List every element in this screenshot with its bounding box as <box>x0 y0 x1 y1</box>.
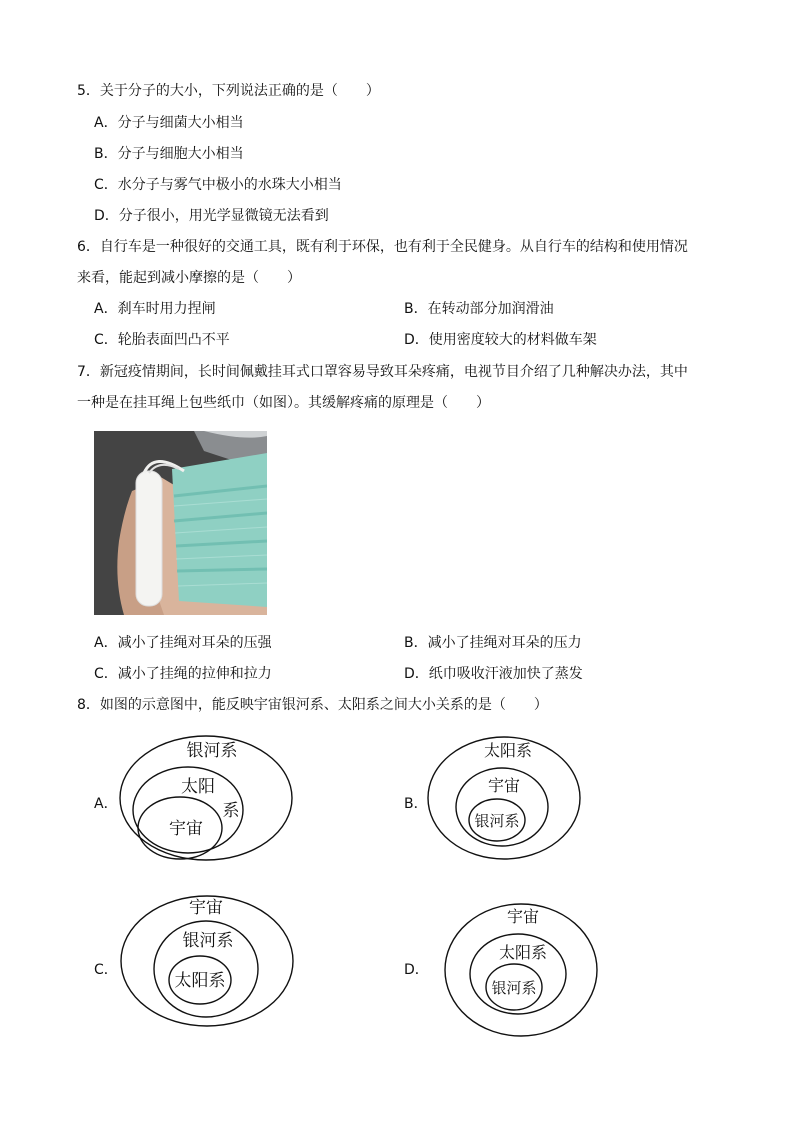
q8-option-c-label[interactable]: C． <box>94 962 118 978</box>
q6-option-d[interactable]: D．使用密度较大的材料做车架 <box>404 332 597 348</box>
q6-option-a[interactable]: A．刹车时用力捏闸 <box>94 301 216 317</box>
q8-diagram-a[interactable] <box>118 732 296 862</box>
q5-stem: 5．关于分子的大小，下列说法正确的是（ ） <box>77 83 380 99</box>
diagram-b-middle-text: 宇宙 <box>487 776 521 795</box>
diagram-d-outer-text: 宇宙 <box>506 907 540 926</box>
q8-stem: 8．如图的示意图中，能反映宇宙银河系、太阳系之间大小关系的是（ ） <box>77 697 548 713</box>
q7-option-a[interactable]: A．减小了挂绳对耳朵的压强 <box>94 635 272 651</box>
q5-option-a[interactable]: A．分子与细菌大小相当 <box>94 115 244 131</box>
diagram-a-middle-text-2: 系 <box>222 801 240 821</box>
diagram-d-middle-text: 太阳系 <box>498 943 548 962</box>
q6-option-c[interactable]: C．轮胎表面凹凸不平 <box>94 332 230 348</box>
diagram-a-outer-text: 银河系 <box>186 741 238 761</box>
q7-option-c[interactable]: C．减小了挂绳的拉伸和拉力 <box>94 666 272 682</box>
q8-diagram-d[interactable] <box>443 901 601 1039</box>
q5-option-c[interactable]: C．水分子与雾气中极小的水珠大小相当 <box>94 177 342 193</box>
q8-option-b-label[interactable]: B． <box>404 796 428 812</box>
q7-option-d[interactable]: D．纸巾吸收汗液加快了蒸发 <box>404 666 583 682</box>
q8-diagram-b[interactable] <box>426 734 584 862</box>
q7-stem-line1: 7．新冠疫情期间，长时间佩戴挂耳式口罩容易导致耳朵疼痛，电视节目介绍了几种解决办法，其中 <box>77 364 688 380</box>
q6-option-b[interactable]: B．在转动部分加润滑油 <box>404 301 554 317</box>
q6-stem-line1: 6．自行车是一种很好的交通工具，既有利于环保，也有利于全民健身。从自行车的结构和使用情况 <box>77 239 688 255</box>
mask-tissue-illustration <box>94 431 267 615</box>
q6-stem-line2: 来看，能起到减小摩擦的是（ ） <box>77 270 301 286</box>
diagram-a-middle-text-1: 太阳 <box>181 777 215 797</box>
q5-option-d[interactable]: D．分子很小，用光学显微镜无法看到 <box>94 208 329 224</box>
diagram-d-inner-text: 银河系 <box>491 979 537 997</box>
diagram-b-inner-text: 银河系 <box>474 812 520 830</box>
q8-option-a-label[interactable]: A． <box>94 796 118 812</box>
q5-option-b[interactable]: B．分子与细胞大小相当 <box>94 146 244 162</box>
q8-diagram-c[interactable] <box>118 893 296 1029</box>
diagram-c-outer-text: 宇宙 <box>189 898 223 918</box>
q7-option-b[interactable]: B．减小了挂绳对耳朵的压力 <box>404 635 582 651</box>
diagram-b-outer-text: 太阳系 <box>483 741 533 760</box>
q8-option-d-label[interactable]: D． <box>404 962 429 978</box>
diagram-a-inner-text: 宇宙 <box>169 819 203 839</box>
q7-stem-line2: 一种是在挂耳绳上包些纸巾（如图）。其缓解疼痛的原理是（ ） <box>77 395 490 411</box>
diagram-c-inner-text: 太阳系 <box>174 971 226 991</box>
diagram-c-middle-text: 银河系 <box>182 931 234 951</box>
mask-tissue-photo <box>94 431 267 615</box>
